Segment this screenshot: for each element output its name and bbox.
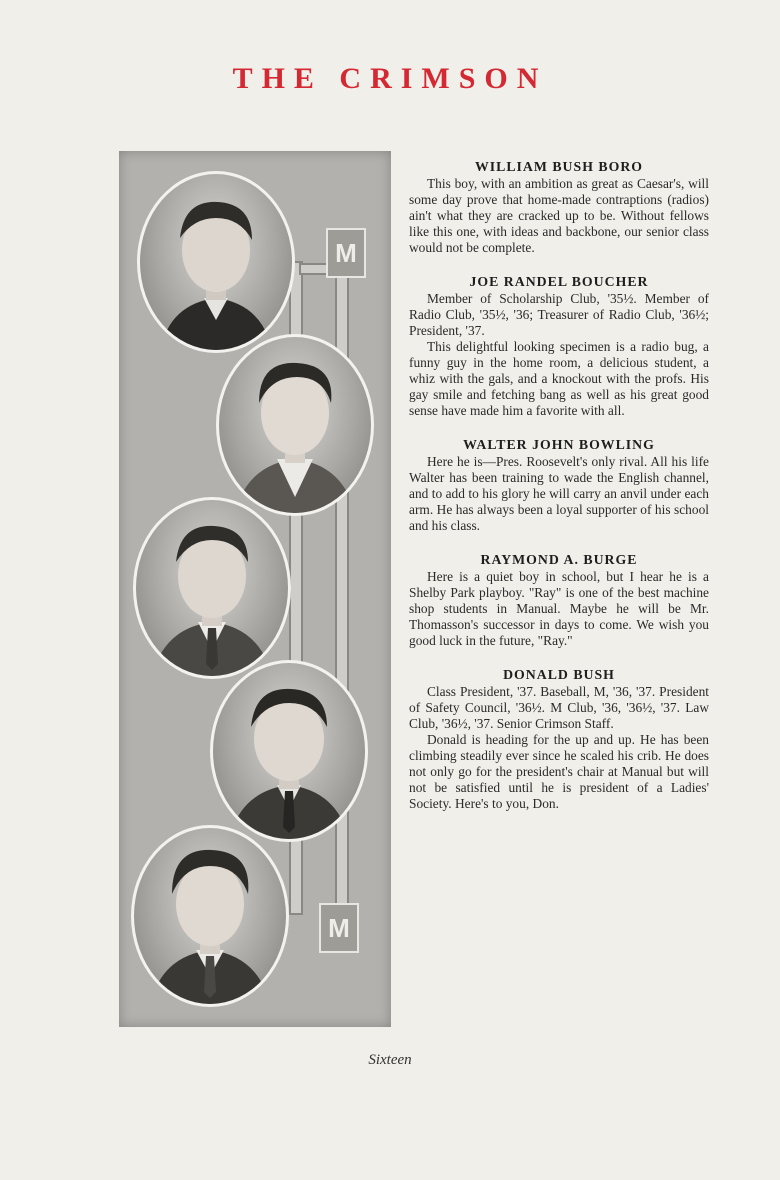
portrait-raymond-a-burge [210,660,368,842]
student-name: WILLIAM BUSH BORO [474,159,644,174]
entry-walter-john-bowling [409,437,709,534]
senior-entries [409,159,709,830]
student-portrait-icon [136,500,288,676]
portrait-walter-john-bowling [133,497,291,679]
student-portrait-icon [134,828,286,1004]
student-description: Here he is—Pres. Roosevelt's only rival. All his life Walter has been training to wade the English channel, and to add to his glory he will carry an anvil under each arm. He has always been a loyal supporter of his school and his class. [409,454,709,533]
student-name: JOE RANDEL BOUCHER [469,274,649,289]
portrait-donald-bush [131,825,289,1007]
photo-strip [119,151,391,1027]
entry-donald-bush [409,667,709,812]
student-activities: Member of Scholarship Club, '35½. Member of Radio Club, '35½, '36; Treasurer of Radio Club, '36½; President, '37. [409,291,709,338]
entry-william-bush-boro [409,159,709,256]
m-letter-badge: M [319,903,359,953]
student-name: WALTER JOHN BOWLING [463,437,655,452]
student-name: DONALD BUSH [503,667,615,682]
entry-joe-randel-boucher [409,274,709,419]
student-portrait-icon [213,663,365,839]
student-activities: Class President, '37. Baseball, M, '36, '37. President of Safety Council, '36½. M Club, '36, '36½, '37. Law Club, '36½, '37. Senior Crimson Staff. [409,684,709,731]
portrait-joe-randel-boucher [216,334,374,516]
student-description: This delightful looking specimen is a radio bug, a funny guy in the home room, a delicious student, a whiz with the gals, and a knockout with the profs. His gay smile and fetching bang as well as his great good sense have made him a favorite with all. [409,339,709,418]
entry-raymond-a-burge [409,552,709,649]
student-name: RAYMOND A. BURGE [480,552,638,567]
page-title: THE CRIMSON [232,62,548,95]
student-description: Here is a quiet boy in school, but I hear he is a Shelby Park playboy. "Ray" is one of the best machine shop students in Manual. Maybe he will be Mr. Thomasson's successor in days to come. We wish you good luck in the future, "Ray." [409,569,709,648]
page-number: Sixteen [368,1052,412,1068]
student-portrait-icon [140,174,292,350]
portrait-william-bush-boro [137,171,295,353]
student-description: This boy, with an ambition as great as Caesar's, will some day prove that home-made contraptions (radios) ain't what they are cracked up to be. Without fellows like this one, with ideas and backbone, our senior class would not be complete. [409,176,709,255]
student-portrait-icon [219,337,371,513]
m-letter-badge: M [326,228,366,278]
student-description: Donald is heading for the up and up. He has been climbing steadily ever since he scaled his crib. He does not only go for the president's chair at Manual but will not be satisfied until he is president of a Ladies' Society. Here's to you, Don. [409,732,709,811]
